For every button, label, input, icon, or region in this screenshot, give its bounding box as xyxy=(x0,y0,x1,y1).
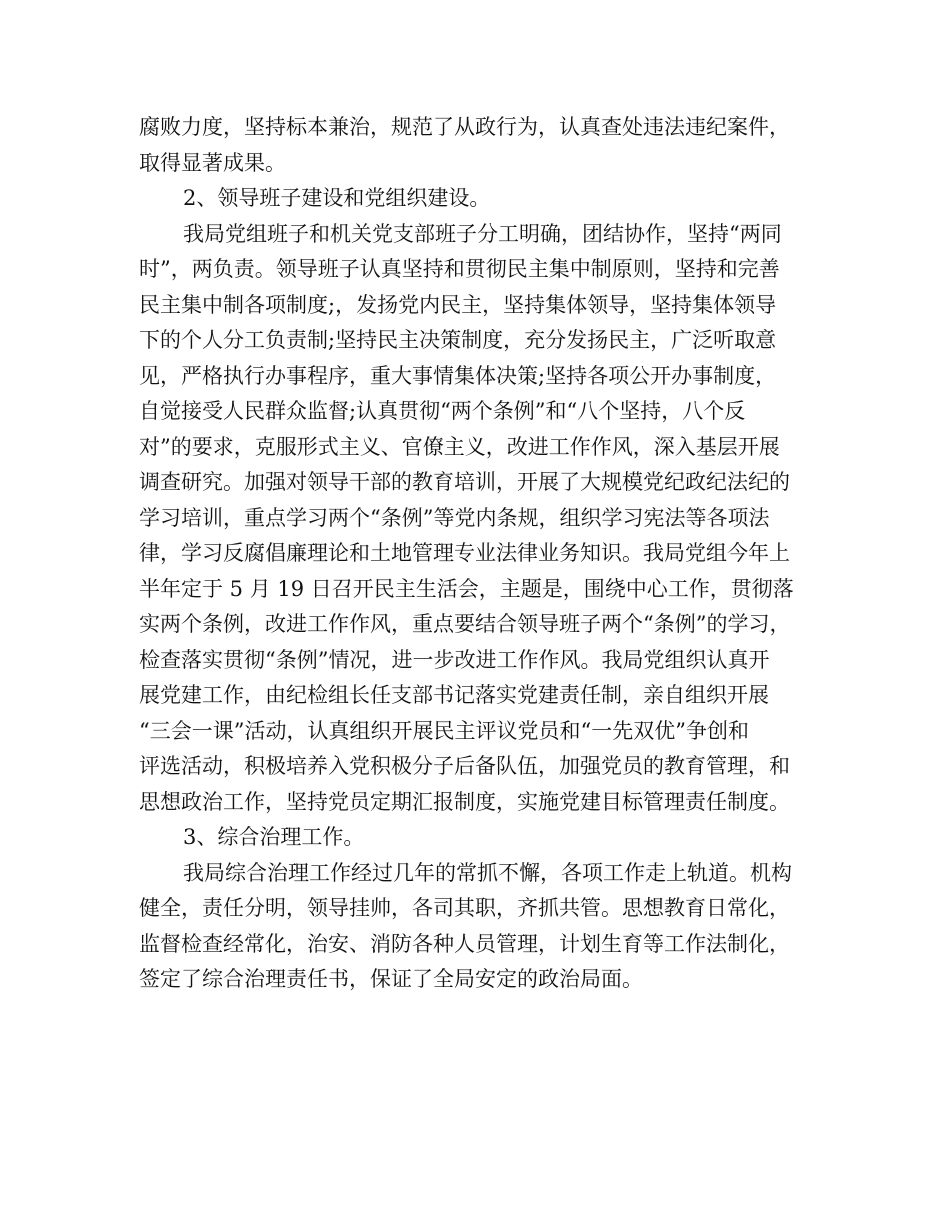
body-line: 签定了综合治理责任书，保证了全局安定的政治局面。 xyxy=(139,967,643,991)
body-line: 半年定于 5 月 19 日召开民主生活会，主题是，围绕中心工作，贯彻落 xyxy=(139,576,794,601)
body-line: “三会一课”活动，认真组织开展民主评议党员和“一先双优”争创和 xyxy=(139,718,749,743)
body-line: 监督检查经常化，治安、消防各种人员管理，计划生育等工作法制化， xyxy=(139,931,790,956)
document-body xyxy=(139,110,829,998)
body-line: 见，严格执行办事程序，重大事情集体决策;坚持各项公开办事制度， xyxy=(139,363,777,388)
body-line: 民主集中制各项制度;，发扬党内民主，坚持集体领导，坚持集体领导 xyxy=(139,292,777,317)
body-line: 检查落实贯彻“条例”情况，进一步改进工作作风。我局党组织认真开 xyxy=(139,647,770,672)
body-line: 时”，两负责。领导班子认真坚持和贯彻民主集中制原则，坚持和完善 xyxy=(139,257,780,281)
body-line: 调查研究。加强对领导干部的教育培训，开展了大规模党纪政纪法纪的 xyxy=(139,470,790,494)
body-line: 对”的要求，克服形式主义、官僚主义，改进工作作风，深入基层开展 xyxy=(139,434,780,459)
body-line: 腐败力度，坚持标本兼治，规范了从政行为，认真查处违法违纪案件， xyxy=(139,115,790,139)
body-line: 律，学习反腐倡廉理论和土地管理专业法律业务知识。我局党组今年上 xyxy=(139,541,790,565)
body-line: 自觉接受人民群众监督;认真贯彻“两个条例”和“八个坚持，八个反 xyxy=(139,399,746,423)
body-line: 实两个条例，改进工作作风，重点要结合领导班子两个“条例”的学习， xyxy=(139,612,791,636)
body-line: 展党建工作，由纪检组长任支部书记落实党建责任制，亲自组织开展 xyxy=(139,683,769,707)
body-line: 取得显著成果。 xyxy=(139,150,286,175)
body-line: 学习培训，重点学习两个“条例”等党内条规，组织学习宪法等各项法 xyxy=(139,505,770,530)
body-line: 评选活动，积极培养入党积极分子后备队伍，加强党员的教育管理，和 xyxy=(139,754,790,778)
body-line: 下的个人分工负责制;坚持民主决策制度，充分发扬民主，广泛听取意 xyxy=(139,328,777,352)
body-line: 健全，责任分明，领导挂帅，各司其职，齐抓共管。思想教育日常化， xyxy=(139,896,790,920)
section-heading: 3、综合治理工作。 xyxy=(183,825,365,849)
paragraph-start-line: 我局党组班子和机关党支部班子分工明确，团结协作，坚持“两同 xyxy=(183,221,782,246)
body-line: 思想政治工作，坚持党员定期汇报制度，实施党建目标管理责任制度。 xyxy=(139,789,790,814)
section-heading: 2、领导班子建设和党组织建设。 xyxy=(183,186,491,210)
paragraph-start-line: 我局综合治理工作经过几年的常抓不懈，各项工作走上轨道。机构 xyxy=(183,860,792,885)
